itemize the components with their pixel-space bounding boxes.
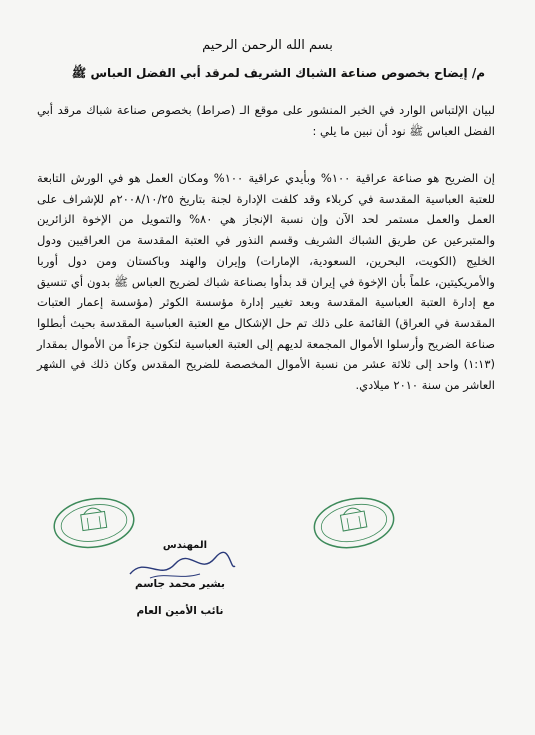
- intro-paragraph: لبيان الإلتباس الوارد في الخبر المنشور على موقع الـ (صراط) بخصوص صناعة شباك مرقد أبي الفضل العباس ﷺ نود أن نبين ما يلي :: [37, 103, 495, 138]
- signatory-role: نائب الأمين العام: [136, 605, 224, 617]
- signatory-name: بشير محمد جاسم: [135, 578, 225, 590]
- signatory-title: المهندس: [162, 540, 208, 551]
- official-seal-stamp-right: [308, 490, 400, 556]
- subject-line: م/ إيضاح بخصوص صناعة الشباك الشريف لمرقد أبي الفضل العباس ﷺ: [71, 66, 485, 80]
- body-paragraph: إن الضريح هو صناعة عراقية ١٠٠% وبأيدي عراقية ١٠٠% ومكان العمل هو في الورش التابعة للعتبة العباسية المقدسة في كربلاء وقد كلفت الإدارة لجنة بتاريخ ٢٠٠٨/١٠/٢٥م للإشراف على العمل والعمل مستمر لحد الآن وإن نسبة الإنجاز هي ٨٠% والتمويل من الإخوة الزائرين والمتبرعين عن طريق الشباك الشريف وقسم النذور في العتبة المقدسة من العراقيين ودول الخليج (الكويت، البحرين، السعودية، الإمارات) وإيران والهند وباكستان ومن دول أوربا والأمريكيتين، علماً بأن الإخوة في إيران قد بدأوا بصناعة شباك لضريح العباس ﷺ بدون أي تنسيق مع إدارة العتبة العباسية المقدسة وبعد تغيير إدارة مؤسسة الكوثر (مؤسسة إعمار العتبات المقدسة في العراق) القائمة على ذلك تم حل الإشكال مع العتبة العباسية المقدسة بحيث أبطلوا صناعة الضريح وأرسلوا الأموال المجمعة لديهم إلى العتبة العباسية لتكون جزءاً من الأموال بمقدار (١:١٣) واحد إلى ثلاثة عشر من نسبة الأموال المخصصة للضريح المقدس وكان ذلك في الشهر العاشر من سنة ٢٠١٠ ميلادي.: [37, 171, 495, 393]
- basmala-heading: بسم الله الرحمن الرحيم: [202, 38, 333, 53]
